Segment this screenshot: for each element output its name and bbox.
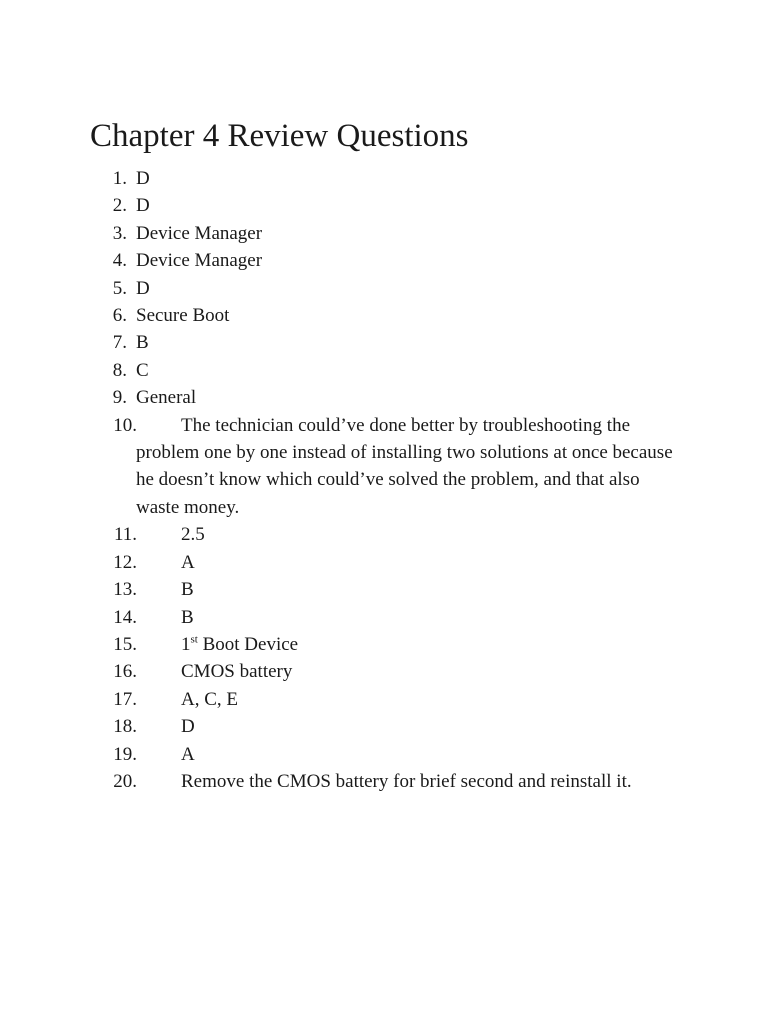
answer-text: 2.5 <box>181 524 205 546</box>
answer-item-18 <box>0 713 676 740</box>
answer-item-14 <box>0 604 676 631</box>
answer-text: D <box>136 277 150 299</box>
answer-text: D <box>136 168 150 189</box>
answer-item-20 <box>0 768 676 795</box>
answer-item-7 <box>0 329 676 356</box>
answer-item-5 <box>0 275 676 302</box>
answer-text: A <box>181 551 195 573</box>
answer-item-3 <box>0 220 676 247</box>
answer-item-4 <box>0 247 676 274</box>
answer-number: 3. <box>112 222 127 244</box>
document-title: Chapter 4 Review Questions <box>90 118 469 154</box>
answer-number: 19. <box>113 743 137 765</box>
answer-item-1 <box>0 165 676 192</box>
answer-number: 9. <box>112 387 127 409</box>
answer-text: D <box>181 716 195 738</box>
answer-item-6 <box>0 302 676 329</box>
answer-number: 11. <box>113 524 137 546</box>
answer-number: 6. <box>112 305 127 327</box>
answer-number: 5. <box>112 277 127 299</box>
answer-number: 10. <box>113 414 137 436</box>
answer-text: B <box>181 606 194 628</box>
answer-number: 12. <box>113 551 137 573</box>
answer-number: 2. <box>112 195 127 217</box>
answer-number: 14. <box>113 606 137 628</box>
answer-text: General <box>136 387 197 409</box>
answer-list <box>0 165 768 795</box>
answer-item-16 <box>0 658 676 685</box>
answer-item-11 <box>0 521 676 548</box>
answer-number: 8. <box>112 359 127 381</box>
answer-item-17 <box>0 686 676 713</box>
answer-text: The technician could’ve done better by troubleshooting the problem one by one instead of installing two solutions at once because he doesn’t know which could’ve solved the problem, and that also waste money. <box>136 414 673 518</box>
answer-item-13 <box>0 576 676 603</box>
answer-number: 13. <box>113 579 137 601</box>
ordinal-suffix: st <box>190 633 198 646</box>
answer-number: 17. <box>113 688 137 710</box>
answer-text-rest: Boot Device <box>197 633 299 655</box>
answer-text: B <box>181 579 194 601</box>
answer-text: B <box>136 332 149 354</box>
answer-item-8 <box>0 357 676 384</box>
answer-item-12 <box>0 549 676 576</box>
answer-number: 7. <box>112 332 127 354</box>
answer-item-19 <box>0 741 676 768</box>
answer-item-2 <box>0 192 676 219</box>
answer-number: 18. <box>113 716 137 738</box>
answer-item-10 <box>0 412 676 522</box>
answer-text: Secure Boot <box>136 305 230 327</box>
answer-number: 20. <box>113 770 137 792</box>
answer-text: Device Manager <box>136 222 263 244</box>
answer-text: D <box>136 195 150 217</box>
answer-text: A <box>181 743 195 765</box>
answer-text <box>136 631 676 658</box>
answer-text: A, C, E <box>181 688 238 710</box>
ordinal-number: 1 <box>181 633 191 655</box>
answer-text: CMOS battery <box>181 661 293 683</box>
answer-text: Remove the CMOS battery for brief second and reinstall it. <box>181 770 632 792</box>
answer-number: 16. <box>113 661 137 683</box>
answer-number: 15. <box>113 633 137 655</box>
answer-item-15 <box>0 631 676 658</box>
answer-text: Device Manager <box>136 250 263 272</box>
answer-item-9 <box>0 384 676 411</box>
answer-number: 1. <box>112 168 127 189</box>
answer-text: C <box>136 359 149 381</box>
answer-number: 4. <box>112 250 127 272</box>
